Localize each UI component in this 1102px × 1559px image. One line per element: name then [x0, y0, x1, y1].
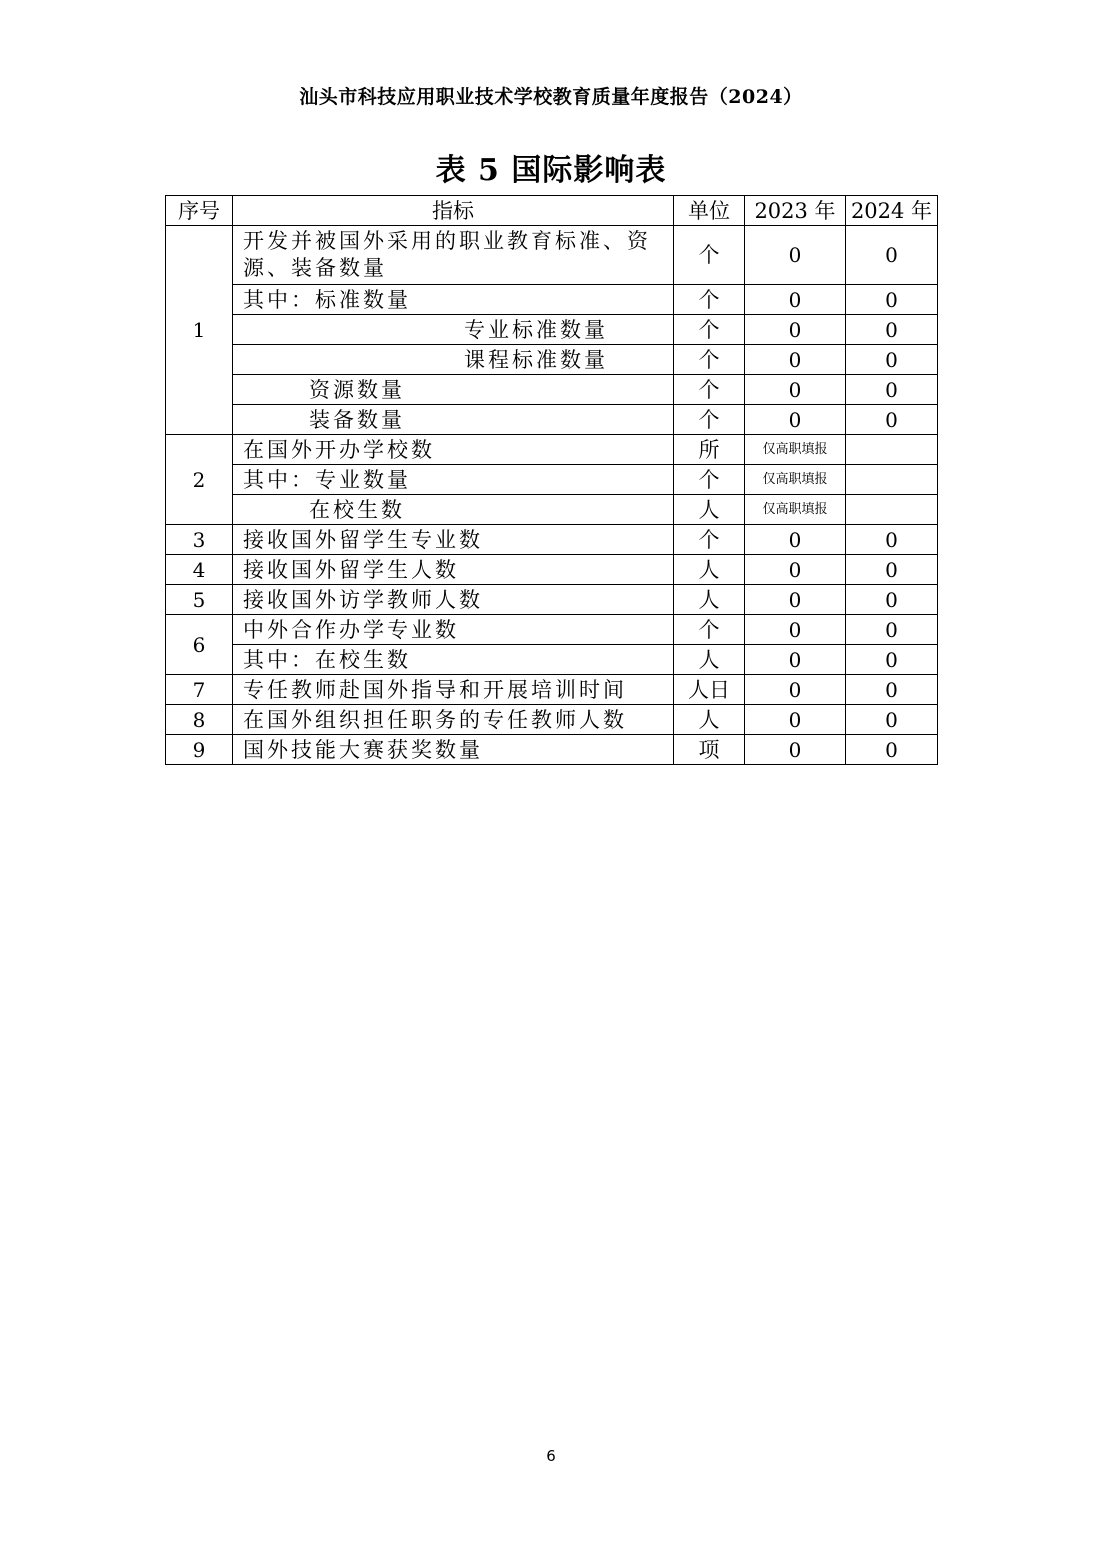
row-value-2024: [846, 465, 938, 495]
table-row: [166, 465, 938, 495]
row-unit: 人日: [674, 675, 745, 705]
table-row: [166, 226, 938, 285]
table-row: [166, 405, 938, 435]
table-row: [166, 675, 938, 705]
row-unit: 个: [674, 525, 745, 555]
row-seq: 7: [166, 675, 233, 705]
table-row: [166, 285, 938, 315]
table-row: [166, 345, 938, 375]
row-value-2024: 0: [846, 405, 938, 435]
row-value-2024: 0: [846, 735, 938, 765]
row-seq: 9: [166, 735, 233, 765]
row-indicator: 其中：专业数量: [233, 465, 674, 495]
row-indicator: 其中：在校生数: [233, 645, 674, 675]
row-value-2024: 0: [846, 226, 938, 285]
row-indicator: 资源数量: [233, 375, 674, 405]
table-row: [166, 615, 938, 645]
row-value-2024: [846, 495, 938, 525]
header-2024: 2024 年: [846, 196, 938, 226]
row-value-2023: 0: [745, 525, 846, 555]
row-value-2023: 0: [745, 735, 846, 765]
row-value-2024: 0: [846, 675, 938, 705]
row-unit: 个: [674, 285, 745, 315]
row-seq: 2: [166, 435, 233, 525]
row-value-2023: 0: [745, 285, 846, 315]
row-unit: 个: [674, 315, 745, 345]
table-row: [166, 435, 938, 465]
table-header-row: [166, 196, 938, 226]
row-indicator: 开发并被国外采用的职业教育标准、资源、装备数量: [233, 226, 674, 285]
row-value-2023: 0: [745, 615, 846, 645]
table-row: [166, 375, 938, 405]
international-influence-table: [165, 195, 938, 765]
row-value-2024: 0: [846, 375, 938, 405]
row-unit: 个: [674, 345, 745, 375]
row-indicator: 专任教师赴国外指导和开展培训时间: [233, 675, 674, 705]
table-row: [166, 705, 938, 735]
row-indicator: 在国外组织担任职务的专任教师人数: [233, 705, 674, 735]
table-row: [166, 315, 938, 345]
row-indicator: 在校生数: [233, 495, 674, 525]
row-unit: 所: [674, 435, 745, 465]
row-unit: 人: [674, 645, 745, 675]
table-row: [166, 495, 938, 525]
row-value-2023: 0: [745, 645, 846, 675]
row-value-2024: 0: [846, 345, 938, 375]
table-title: 表 5 国际影响表: [435, 153, 667, 188]
row-value-2024: [846, 435, 938, 465]
row-seq: 6: [166, 615, 233, 675]
row-value-2023: 0: [745, 405, 846, 435]
header-seq: 序号: [166, 196, 233, 226]
row-indicator: 接收国外留学生人数: [233, 555, 674, 585]
row-indicator: 课程标准数量: [233, 345, 674, 375]
document-header: 汕头市科技应用职业技术学校教育质量年度报告（2024）: [299, 86, 803, 108]
row-indicator: 接收国外留学生专业数: [233, 525, 674, 555]
header-unit: 单位: [674, 196, 745, 226]
row-indicator: 其中：标准数量: [233, 285, 674, 315]
row-seq: 4: [166, 555, 233, 585]
row-seq: 5: [166, 585, 233, 615]
row-value-2023: 仅高职填报: [745, 495, 846, 525]
row-unit: 人: [674, 585, 745, 615]
row-unit: 个: [674, 405, 745, 435]
row-indicator: 在国外开办学校数: [233, 435, 674, 465]
row-unit: 个: [674, 615, 745, 645]
table-row: [166, 555, 938, 585]
row-seq: 8: [166, 705, 233, 735]
row-value-2024: 0: [846, 555, 938, 585]
row-unit: 个: [674, 226, 745, 285]
row-value-2024: 0: [846, 705, 938, 735]
row-value-2023: 0: [745, 375, 846, 405]
row-unit: 人: [674, 495, 745, 525]
row-value-2024: 0: [846, 585, 938, 615]
header-2023: 2023 年: [745, 196, 846, 226]
row-unit: 人: [674, 555, 745, 585]
row-value-2023: 仅高职填报: [745, 435, 846, 465]
row-value-2024: 0: [846, 525, 938, 555]
row-indicator: 装备数量: [233, 405, 674, 435]
row-indicator: 专业标准数量: [233, 315, 674, 345]
row-unit: 个: [674, 375, 745, 405]
row-value-2023: 0: [745, 675, 846, 705]
row-unit: 项: [674, 735, 745, 765]
row-unit: 个: [674, 465, 745, 495]
row-value-2024: 0: [846, 285, 938, 315]
row-value-2024: 0: [846, 615, 938, 645]
row-value-2024: 0: [846, 645, 938, 675]
row-indicator: 接收国外访学教师人数: [233, 585, 674, 615]
table-row: [166, 645, 938, 675]
table-row: [166, 585, 938, 615]
table-row: [166, 525, 938, 555]
row-unit: 人: [674, 705, 745, 735]
row-value-2023: 0: [745, 226, 846, 285]
row-value-2024: 0: [846, 315, 938, 345]
row-value-2023: 0: [745, 345, 846, 375]
row-value-2023: 0: [745, 315, 846, 345]
row-indicator: 中外合作办学专业数: [233, 615, 674, 645]
row-seq: 1: [166, 226, 233, 435]
row-value-2023: 仅高职填报: [745, 465, 846, 495]
page-number: 6: [546, 1447, 556, 1465]
row-value-2023: 0: [745, 705, 846, 735]
row-value-2023: 0: [745, 585, 846, 615]
row-seq: 3: [166, 525, 233, 555]
header-indicator: 指标: [233, 196, 674, 226]
table-row: [166, 735, 938, 765]
row-value-2023: 0: [745, 555, 846, 585]
row-indicator: 国外技能大赛获奖数量: [233, 735, 674, 765]
